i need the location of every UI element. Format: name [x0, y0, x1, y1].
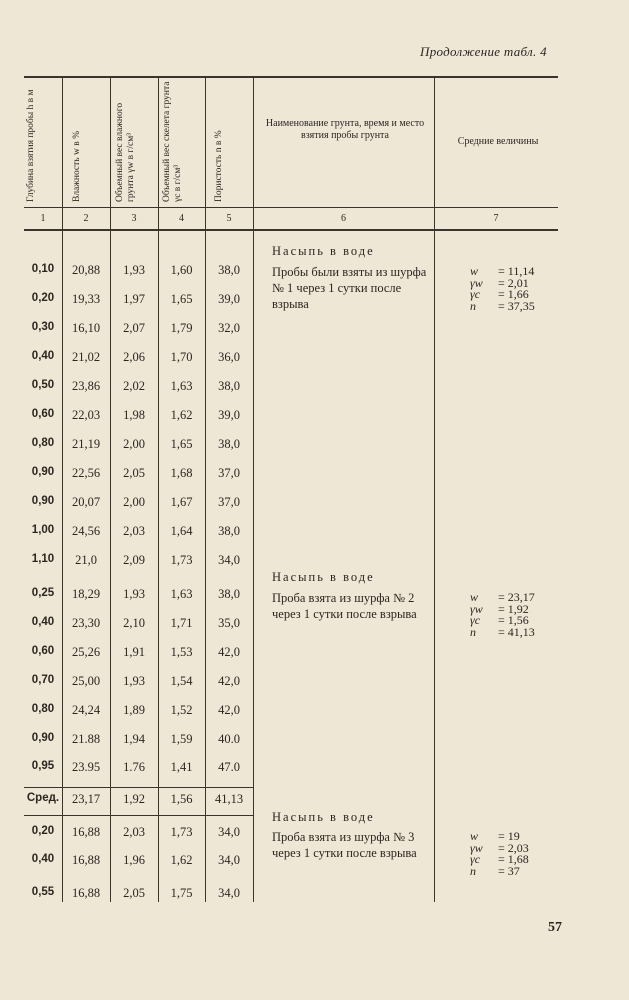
- avg-label: w: [470, 829, 479, 843]
- avg-top-rule: [24, 787, 254, 788]
- depth-cell: 1,10: [31, 553, 55, 565]
- avg-bottom-rule: [24, 815, 254, 816]
- table-cell: 1,62: [170, 408, 193, 422]
- table-cell: 2,07: [123, 321, 145, 335]
- table-cell: 1,91: [123, 645, 145, 659]
- table-cell: 16,88: [71, 886, 101, 900]
- col-header-porosity: Пористость n в %: [214, 130, 224, 202]
- col-num-3: 3: [131, 213, 137, 224]
- depth-cell: 0,20: [31, 825, 55, 837]
- col-divider-4: [205, 76, 206, 902]
- table-cell: 2,02: [123, 379, 145, 393]
- avg-label: γc: [470, 287, 481, 301]
- table-cell: 20,07: [71, 495, 101, 509]
- table-cell: 39,0: [218, 408, 240, 422]
- avg-value: = 37,35: [498, 298, 535, 313]
- table-cell: 1,93: [123, 674, 145, 688]
- table-cell: 23,17: [71, 792, 101, 806]
- table-cell: 34,0: [218, 886, 240, 900]
- table-cell: 19,33: [71, 292, 101, 306]
- table-cell: 1,73: [170, 553, 193, 567]
- table-cell: 1,75: [170, 886, 193, 900]
- col-num-7: 7: [493, 213, 499, 224]
- table-cell: 25,00: [71, 674, 101, 688]
- depth-cell: 0,30: [31, 321, 55, 333]
- depth-cell: 0,70: [31, 674, 55, 686]
- depth-cell: 0,95: [31, 760, 55, 772]
- table-cell: 1,70: [170, 350, 193, 364]
- table-cell: 1,93: [123, 263, 145, 277]
- depth-cell: 0,60: [31, 645, 55, 657]
- avg-value: = 23,17: [498, 590, 535, 604]
- col-divider-2: [110, 76, 111, 902]
- table-cell: 24,24: [71, 703, 101, 717]
- table-cell: 34,0: [218, 825, 240, 839]
- table-cell: 2,05: [123, 886, 145, 900]
- avg-label: n: [470, 863, 476, 878]
- col-header-averages: Средние величины: [457, 136, 539, 147]
- depth-cell: 0,20: [31, 292, 55, 304]
- col-header-wet-weight: Объемный вес влажного грунта γw в г/см³: [115, 102, 136, 202]
- depth-cell: 0,40: [31, 853, 55, 865]
- depth-cell: 0,50: [31, 379, 55, 391]
- table-cell: 21,0: [75, 553, 97, 567]
- table-cell: 1,53: [170, 645, 193, 659]
- depth-cell: 1,00: [31, 524, 55, 536]
- table-cell: 2,10: [123, 616, 145, 630]
- section-2-desc: Проба взята из шурфа № 2 через 1 сутки после взрыва: [272, 591, 417, 621]
- table-cell: 22,03: [71, 408, 101, 422]
- avg-label: γc: [470, 852, 481, 866]
- page-number: 57: [548, 920, 562, 935]
- table-cell: 1,89: [123, 703, 145, 717]
- table-cell: 1,64: [170, 524, 193, 538]
- avg-value: = 1,66: [498, 287, 529, 301]
- section-2-title: Насыпь в воде: [272, 570, 375, 584]
- avg-value: = 1,68: [498, 852, 529, 866]
- table-cell: 34,0: [218, 853, 240, 867]
- table-cell: 42,0: [218, 703, 240, 717]
- table-cell: 2,00: [123, 495, 145, 509]
- table-cell: 2,06: [123, 350, 145, 364]
- col-header-depth: Глубина взятия пробы h в м: [26, 89, 36, 202]
- table-cell: 37,0: [218, 495, 240, 509]
- table-cell: 25,26: [71, 645, 101, 659]
- table-cell: 1,94: [123, 732, 145, 746]
- section-1-averages: [470, 266, 535, 312]
- table-cell: 1,60: [170, 263, 193, 277]
- col-divider-1: [62, 76, 63, 902]
- table-cell: 1,59: [170, 732, 193, 746]
- depth-cell: 0,90: [31, 732, 55, 744]
- depth-cell: 0,80: [31, 437, 55, 449]
- table-cell: 1,62: [170, 853, 193, 867]
- col-header-skeleton-weight: Объемный вес скелета грунта γc в г/см³: [162, 81, 183, 202]
- table-cell: 1,52: [170, 703, 193, 717]
- depth-cell: 0,80: [31, 703, 55, 715]
- table-cell: 47.0: [218, 760, 240, 774]
- table-cell: 21,02: [71, 350, 101, 364]
- table-cell: 23.95: [71, 760, 101, 774]
- table-cell: 1,71: [170, 616, 193, 630]
- avg-label: n: [470, 624, 476, 639]
- avg-value: = 2,01: [498, 275, 529, 290]
- table-cell: 1,56: [170, 792, 193, 806]
- table-cell: 2,03: [123, 524, 145, 538]
- table-cell: 1,79: [170, 321, 193, 335]
- depth-cell: 0,55: [31, 886, 55, 898]
- table-cell: 1,68: [170, 466, 193, 480]
- avg-label: w: [470, 264, 479, 278]
- depth-cell: 0,25: [31, 587, 55, 599]
- section-3-averages: [470, 831, 529, 877]
- table-cell: 1.76: [123, 760, 145, 774]
- avg-label: n: [470, 298, 476, 313]
- table-cell: 38,0: [218, 437, 240, 451]
- col-header-soil-name: Наименование грунта, время и место взятия пробы грунта: [265, 118, 425, 141]
- table-cell: 40.0: [218, 732, 240, 746]
- avg-label: γw: [470, 275, 483, 290]
- avg-value: = 11,14: [498, 264, 535, 278]
- table-cell: 34,0: [218, 553, 240, 567]
- table-cell: 23,30: [71, 616, 101, 630]
- table-cell: 1,93: [123, 587, 145, 601]
- table-cell: 16,10: [71, 321, 101, 335]
- table-cell: 1,96: [123, 853, 145, 867]
- avg-label: γw: [470, 840, 483, 855]
- avg-value: = 2,03: [498, 840, 529, 855]
- table-cell: 38,0: [218, 379, 240, 393]
- table-cell: 1,98: [123, 408, 145, 422]
- section-3-desc: Проба взята из шурфа № 3 через 1 сутки после взрыва: [272, 830, 417, 860]
- table-cell: 1,92: [123, 792, 145, 806]
- table-cell: 1,97: [123, 292, 145, 306]
- header-subrule: [24, 207, 558, 208]
- table-cell: 2,05: [123, 466, 145, 480]
- avg-value: = 1,56: [498, 613, 529, 627]
- table-cell: 20,88: [71, 263, 101, 277]
- table-cell: 24,56: [71, 524, 101, 538]
- table-cell: 38,0: [218, 587, 240, 601]
- depth-cell: 0,90: [31, 495, 55, 507]
- depth-cell: 0,60: [31, 408, 55, 420]
- table-cell: 39,0: [218, 292, 240, 306]
- table-cell: 36,0: [218, 350, 240, 364]
- avg-label: γc: [470, 613, 481, 627]
- table-cell: 21,19: [71, 437, 101, 451]
- table-cell: 42,0: [218, 674, 240, 688]
- depth-cell: 0,10: [31, 263, 55, 275]
- avg-value: = 1,92: [498, 601, 529, 616]
- col-num-2: 2: [83, 213, 89, 224]
- section-1-title: Насыпь в воде: [272, 244, 375, 258]
- depth-cell: 0,90: [31, 466, 55, 478]
- col-num-6: 6: [341, 213, 346, 224]
- section-2-averages: [470, 592, 535, 638]
- table-cell: 2,00: [123, 437, 145, 451]
- table-cell: 22,56: [71, 466, 101, 480]
- table-cell: 21.88: [71, 732, 101, 746]
- col-divider-3: [158, 76, 159, 902]
- table-cell: 42,0: [218, 645, 240, 659]
- table-cell: 1,54: [170, 674, 193, 688]
- table-cell: 38,0: [218, 263, 240, 277]
- header-top-rule: [24, 76, 558, 78]
- col-num-4: 4: [179, 213, 184, 224]
- table-cell: 1,65: [170, 292, 193, 306]
- table-cell: 2,03: [123, 825, 145, 839]
- table-cell: 16,88: [71, 853, 101, 867]
- depth-cell: 0,40: [31, 350, 55, 362]
- table-cell: 23,86: [71, 379, 101, 393]
- table-cell: 1,63: [170, 379, 193, 393]
- col-num-5: 5: [226, 213, 232, 224]
- table-cell: 1,65: [170, 437, 193, 451]
- colnum-rule: [24, 229, 558, 231]
- table-cell: 1,41: [170, 760, 193, 774]
- avg-label: γw: [470, 601, 483, 616]
- section-1-desc: Пробы были взяты из шурфа № 1 через 1 сутки после взрыва: [272, 265, 427, 311]
- col-divider-6: [434, 76, 435, 902]
- table-cell: 37,0: [218, 466, 240, 480]
- table-cell: 16,88: [71, 825, 101, 839]
- avg-value: = 37: [498, 863, 520, 878]
- table-cell: 35,0: [218, 616, 240, 630]
- table-cell: 1,73: [170, 825, 193, 839]
- table-cell: 18,29: [71, 587, 101, 601]
- avg-value: = 41,13: [498, 624, 535, 639]
- depth-cell: Сред.: [26, 792, 60, 804]
- continuation-title: Продолжение табл. 4: [420, 44, 547, 59]
- col-divider-5: [253, 76, 254, 902]
- col-header-moisture: Влажность w в %: [72, 130, 82, 202]
- table-cell: 38,0: [218, 524, 240, 538]
- depth-cell: 0,40: [31, 616, 55, 628]
- avg-label: w: [470, 590, 479, 604]
- col-num-1: 1: [40, 213, 46, 224]
- table-cell: 41,13: [214, 792, 244, 806]
- avg-value: = 19: [498, 829, 520, 843]
- table-cell: 2,09: [123, 553, 145, 567]
- table-cell: 1,63: [170, 587, 193, 601]
- section-3-title: Насыпь в воде: [272, 810, 375, 824]
- table-cell: 1,67: [170, 495, 193, 509]
- table-cell: 32,0: [218, 321, 240, 335]
